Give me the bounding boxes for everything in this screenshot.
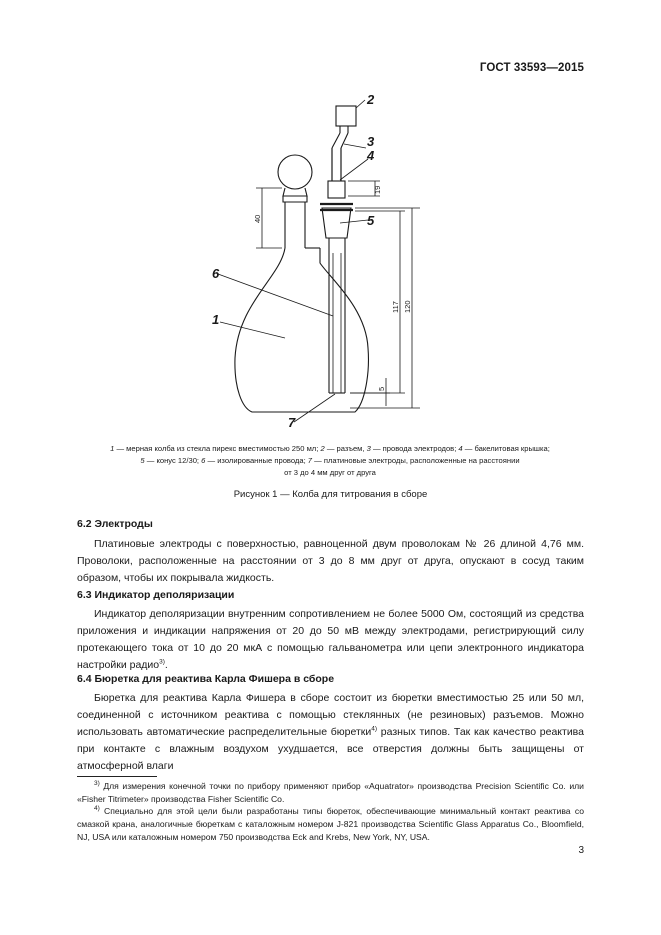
- section-text-6-3: Индикатор деполяризации внутренним сопротивлением не более 5000 Ом, состоящий из средства приложения и индикации напряжения от 20 до 50 мВ между электродами, регистрирующий силу протекающего тока от 10 до 20 мкА с помощью гальванометра или цепи электронного индикатора настройки радио$^{3)}$.: [77, 608, 584, 671]
- stopper-ball: [278, 155, 312, 189]
- titration-flask-figure: [190, 88, 450, 433]
- section-heading-6-3: 6.3 Индикатор деполяризации: [77, 589, 235, 601]
- legend-line: от 3 до 4 мм друг от друга: [284, 468, 376, 477]
- section-heading-6-4: 6.4 Бюретка для реактива Карла Фишера в сборе: [77, 673, 335, 685]
- callout-7: 7: [288, 415, 296, 430]
- footnote-ref-4: 4): [371, 725, 378, 733]
- figure-legend: [50, 443, 610, 479]
- dimension-5: 5: [377, 386, 386, 391]
- dimension-117: 117: [391, 301, 400, 313]
- section-text-6-2: Платиновые электроды с поверхностью, равноценной двум проволокам № 26 длиной 4,76 мм. Проволоки, расположенные на расстоянии от 3 до 8 мм друг от друга, опускают в сосуд таким образом, чтобы их покрывала жидкость.: [77, 538, 584, 584]
- bakelite-cap: [328, 181, 345, 198]
- dimension-40: 40: [253, 214, 262, 223]
- dimension-19: 19: [373, 185, 382, 194]
- callout-3: 3: [367, 134, 375, 149]
- footnote-divider: [77, 776, 157, 777]
- legend-line: 5 — конус 12/30; 6 — изолированные провода; 7 — платиновые электроды, расположенные на расстоянии: [140, 456, 520, 465]
- figure-caption: Рисунок 1 — Колба для титрования в сборе: [233, 489, 428, 500]
- callout-2: 2: [367, 92, 375, 107]
- legend-line: 1 — мерная колба из стекла пирекс вместимостью 250 мл; 2 — разъем, 3 — провода электродов; 4 — бакелитовая крышка;: [110, 444, 550, 453]
- dimension-120: 120: [403, 300, 412, 313]
- page-number: 3: [578, 845, 584, 856]
- callout-1: 1: [212, 312, 220, 327]
- footnote-ref-3: 3): [159, 658, 165, 666]
- standard-number: ГОСТ 33593—2015: [479, 62, 584, 74]
- cone: [322, 208, 351, 238]
- flask-body: [235, 248, 369, 412]
- connector: [336, 106, 356, 126]
- callout-6: 6: [212, 266, 220, 281]
- section-heading-6-2: 6.2 Электроды: [77, 518, 153, 530]
- footnote-3: $^{3)}$ Для измерения конечной точки по прибору применяют прибор «Aquatrator» производства Precision Scientific Co. или «Fisher Titrimeter» производства Fisher Scientific Co.: [77, 780, 584, 804]
- callout-5: 5: [367, 213, 375, 228]
- section-text-6-4: Бюретка для реактива Карла Фишера в сборе состоит из бюретки вместимостью 25 или 50 мл, соединенной с источником реактива с помощью стеклянных (не резиновых) разъемов. Можно использовать автоматические распределительные бюретки$^{4)}$ разных типов. Так как качество реактива при контакте с влажным воздухом ухудшается, все отверстия должны быть защищены от атмосферной влаги: [77, 692, 584, 772]
- footnote-4: $^{4)}$ Специально для этой цели были разработаны типы бюреток, обеспечивающие минимальный контакт реактива со смазкой крана, аналогичные бюреткам с каталожным номером J-821 производства Scientific Glass Apparatus Co., Bloomfield, NJ, USA или каталожным номером 750 производства Eck and Krebs, New York, NY, USA.: [77, 805, 584, 842]
- callout-4: 4: [367, 148, 375, 163]
